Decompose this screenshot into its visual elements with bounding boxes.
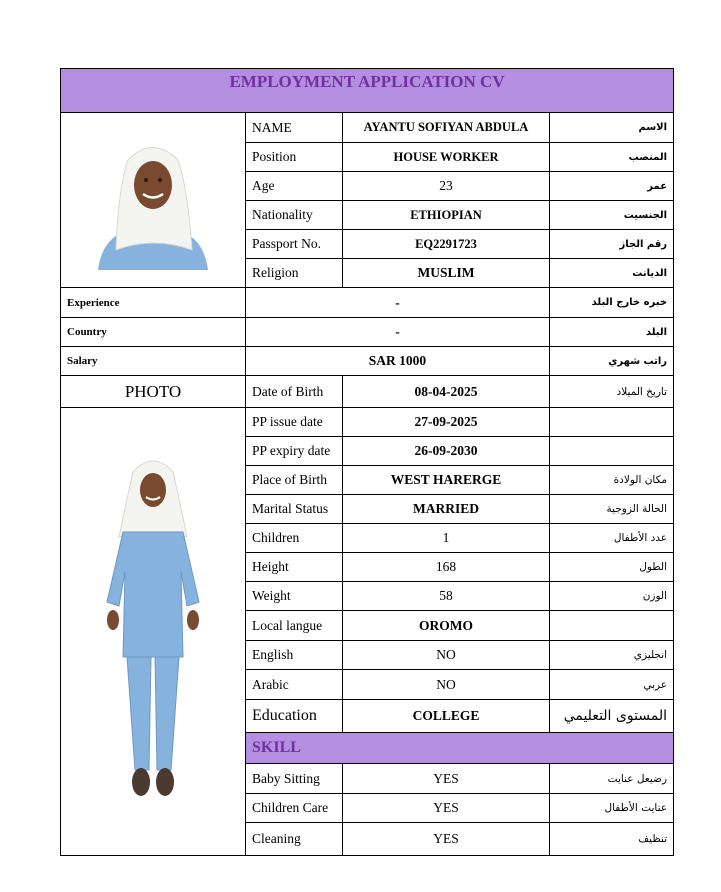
full-body-figure-icon (93, 452, 213, 812)
experience-label-ar: خبره خارج البلد (550, 288, 674, 318)
cv-table (60, 68, 674, 856)
marital-status-label: Marital Status (246, 495, 343, 524)
education-label: Education (246, 700, 343, 733)
place-of-birth-label-ar: مكان الولادة (550, 466, 674, 495)
local-language-value: OROMO (343, 611, 550, 641)
name-value: AYANTU SOFIYAN ABDULA (343, 113, 550, 143)
passport-value: EQ2291723 (343, 230, 550, 259)
baby-sitting-label: Baby Sitting (246, 764, 343, 794)
full-body-photo (61, 408, 246, 856)
height-value: 168 (343, 553, 550, 582)
nationality-label-ar: الجنسيت (550, 201, 674, 230)
age-value: 23 (343, 172, 550, 201)
passport-label-ar: رقم الجاز (550, 230, 674, 259)
height-label: Height (246, 553, 343, 582)
weight-label: Weight (246, 582, 343, 611)
education-label-ar: المستوى التعليمي (550, 700, 674, 733)
dob-label-ar: تاريخ الميلاد (550, 376, 674, 408)
children-care-label: Children Care (246, 794, 343, 823)
children-care-value: YES (343, 794, 550, 823)
marital-status-label-ar: الحالة الزوجية (550, 495, 674, 524)
position-label-ar: المنصب (550, 143, 674, 172)
nationality-label: Nationality (246, 201, 343, 230)
experience-value: - (246, 288, 550, 318)
photo-label: PHOTO (61, 376, 246, 408)
religion-value: MUSLIM (343, 259, 550, 288)
children-label: Children (246, 524, 343, 553)
english-label: English (246, 641, 343, 670)
passport-label: Passport No. (246, 230, 343, 259)
pp-expiry-value: 26-09-2030 (343, 437, 550, 466)
pp-issue-label-ar (550, 408, 674, 437)
baby-sitting-label-ar: رضيعل عنايت (550, 764, 674, 794)
country-label-ar: البلد (550, 318, 674, 347)
country-label: Country (61, 318, 246, 347)
arabic-label: Arabic (246, 670, 343, 700)
dob-value: 08-04-2025 (343, 376, 550, 408)
local-language-label: Local langue (246, 611, 343, 641)
cleaning-label-ar: تنظيف (550, 823, 674, 856)
height-label-ar: الطول (550, 553, 674, 582)
place-of-birth-label: Place of Birth (246, 466, 343, 495)
age-label-ar: عمر (550, 172, 674, 201)
salary-label-ar: راتب شهري (550, 347, 674, 376)
english-label-ar: انجليزي (550, 641, 674, 670)
skill-header: SKILL (246, 733, 674, 764)
headshot-portrait-icon (88, 130, 218, 270)
weight-label-ar: الوزن (550, 582, 674, 611)
pp-expiry-label: PP expiry date (246, 437, 343, 466)
age-label: Age (246, 172, 343, 201)
pp-expiry-label-ar (550, 437, 674, 466)
marital-status-value: MARRIED (343, 495, 550, 524)
name-label: NAME (246, 113, 343, 143)
baby-sitting-value: YES (343, 764, 550, 794)
cleaning-value: YES (343, 823, 550, 856)
headshot-photo (61, 113, 246, 288)
education-value: COLLEGE (343, 700, 550, 733)
cleaning-label: Cleaning (246, 823, 343, 856)
cv-title: EMPLOYMENT APPLICATION CV (61, 69, 674, 113)
arabic-value: NO (343, 670, 550, 700)
name-label-ar: الاسم (550, 113, 674, 143)
local-language-label-ar (550, 611, 674, 641)
children-care-label-ar: عنايت الأطفال (550, 794, 674, 823)
experience-label: Experience (61, 288, 246, 318)
pp-issue-label: PP issue date (246, 408, 343, 437)
religion-label-ar: الديانت (550, 259, 674, 288)
nationality-value: ETHIOPIAN (343, 201, 550, 230)
dob-label: Date of Birth (246, 376, 343, 408)
weight-value: 58 (343, 582, 550, 611)
arabic-label-ar: عربي (550, 670, 674, 700)
pp-issue-value: 27-09-2025 (343, 408, 550, 437)
salary-label: Salary (61, 347, 246, 376)
children-label-ar: عدد الأطفال (550, 524, 674, 553)
country-value: - (246, 318, 550, 347)
religion-label: Religion (246, 259, 343, 288)
place-of-birth-value: WEST HARERGE (343, 466, 550, 495)
english-value: NO (343, 641, 550, 670)
position-value: HOUSE WORKER (343, 143, 550, 172)
children-value: 1 (343, 524, 550, 553)
position-label: Position (246, 143, 343, 172)
salary-value: SAR 1000 (246, 347, 550, 376)
